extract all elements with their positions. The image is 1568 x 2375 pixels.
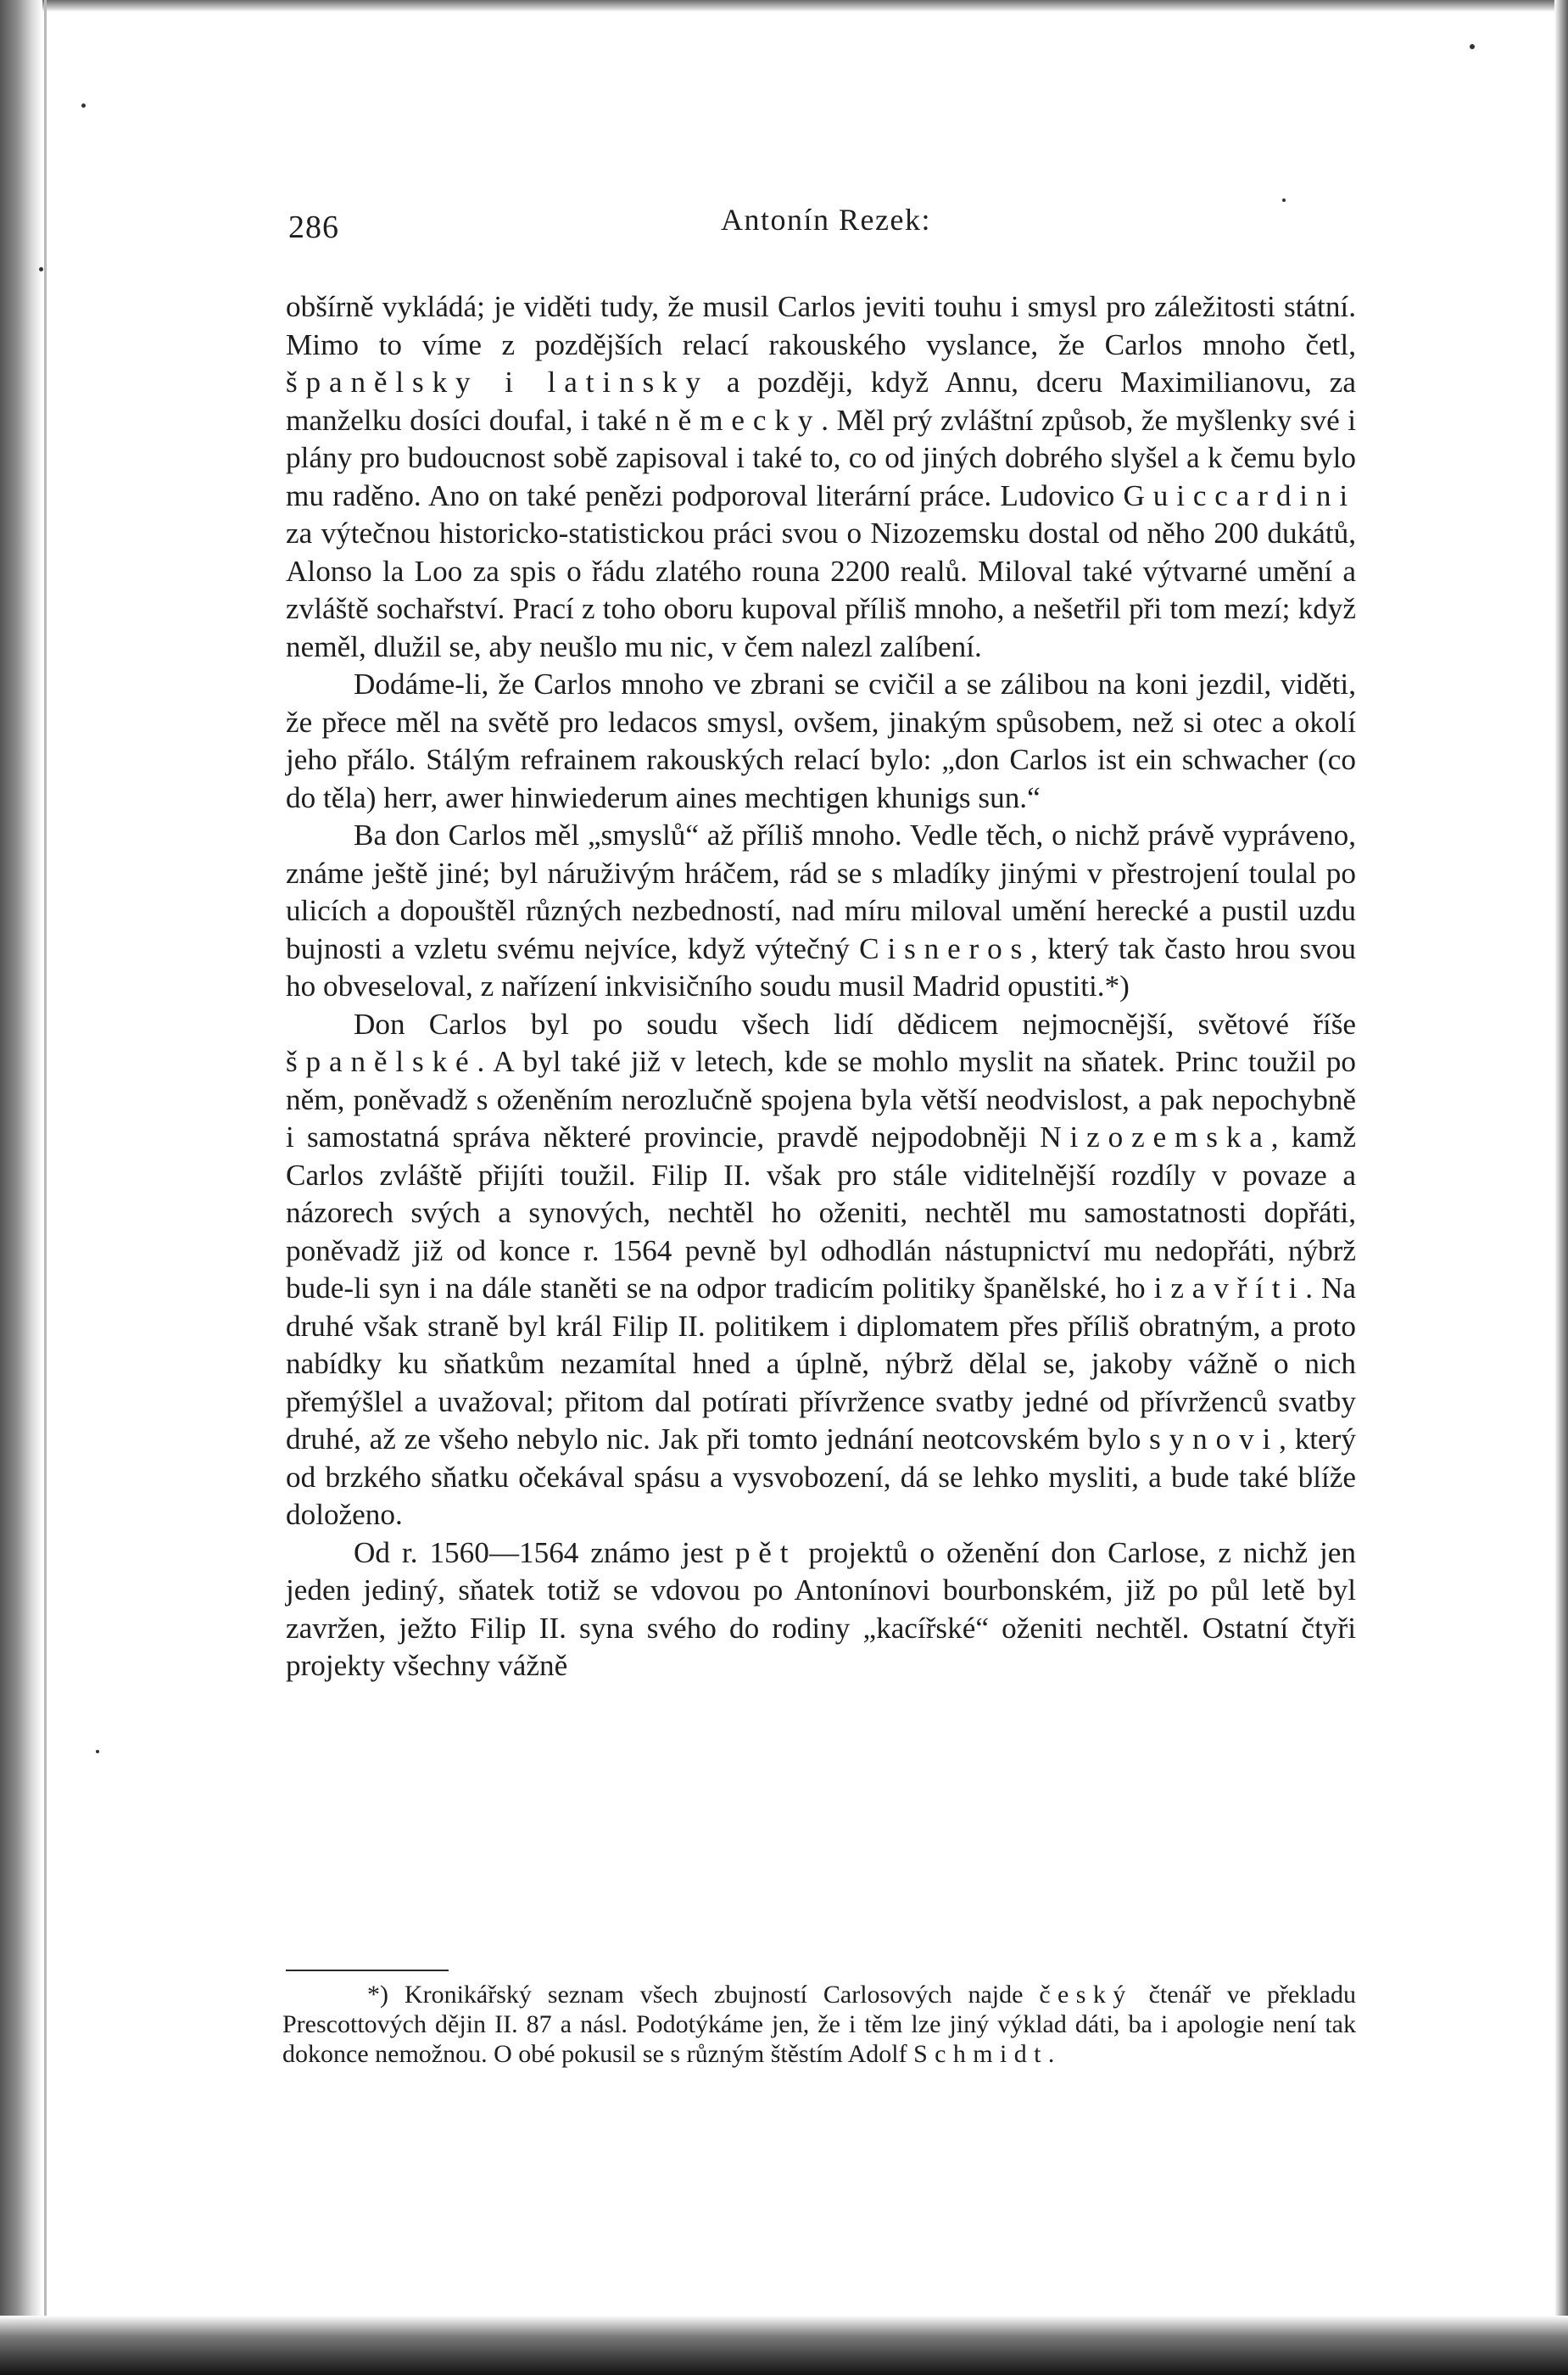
spaced-emphasis: španělské (286, 1045, 477, 1078)
spaced-emphasis: synovi (1149, 1422, 1280, 1456)
dust-speck (39, 267, 43, 271)
footnote-rule (286, 1970, 449, 1971)
running-head (288, 202, 1357, 253)
spaced-emphasis: Schmidt (913, 2040, 1048, 2068)
footnote: *) Kronikářský seznam všech zbujností Carlosových najde český čtenář ve překladu Prescottových dějin II. 87 a násl. Podotýkáme jen, že i těm lze jiný výklad dáti, ba i apologie není tak dokonce nemožnou. O obé pokusil se s různým štěstím Adolf Schmidt. (282, 1981, 1356, 2068)
paragraph: Od r. 1560—1564 známo jest pět projektů o oženění don Carlose, z nichž jen jeden jediný, sňatek totiž se vdovou po Antonínovi bourbonském, již po půl letě byl zavržen, ježto Filip II. syna svého do rodiny „kacířské“ oženiti nechtěl. Ostatní čtyři projekty všechny vážně (286, 1535, 1356, 1682)
dust-speck (1470, 44, 1475, 49)
running-head-author: Antonín Rezek: (721, 203, 931, 237)
dust-speck (81, 103, 86, 108)
spaced-emphasis: zavříti (1170, 1271, 1306, 1305)
spaced-emphasis: Nizozemska (1040, 1120, 1271, 1154)
scan-gutter-line (44, 0, 47, 2375)
scan-top-edge (0, 0, 1568, 12)
spaced-emphasis: německy (655, 403, 822, 437)
paragraph: obšírně vykládá; je viděti tudy, že musil Carlos jeviti touhu i smysl pro záležitosti státní. Mimo to víme z pozdějších relací rakouského vyslance, že Carlos mnoho četl, španělsky i latinsky a později, když Annu, dceru Maximilianovu, za manželku dosíci doufal, i také německy. Měl prý zvláštní způsob, že myšlenky své i plány pro budoucnost sobě zapisoval i také to, co od jiných dobrého slyšel a k čemu bylo mu raděno. Ano on také penězi podporoval literární práce. Ludovico Guiccardini za výtečnou historicko-statistickou práci svou o Nizozemsku dostal od něho 200 dukátů, Alonso la Loo za spis o řádu zlatého rouna 2200 realů. Miloval také výtvarné umění a zvláště sochařství. Prací z toho oboru kupoval příliš mnoho, a nešetřil při tom mezí; když neměl, dlužil se, aby neušlo mu nic, v čem nalezl zalíbení. (286, 290, 1357, 663)
scan-left-shadow (0, 0, 42, 2375)
spaced-emphasis: pět (734, 1535, 797, 1569)
scan-right-edge (1554, 0, 1568, 2375)
body-text (286, 288, 1356, 1685)
spaced-emphasis: Guiccardini (1123, 478, 1356, 512)
scan-bottom-edge (0, 2316, 1568, 2375)
spaced-emphasis: český (1039, 1981, 1133, 2009)
spaced-emphasis: Cisneros (859, 931, 1031, 965)
paragraph: Ba don Carlos měl „smyslů“ až příliš mnoho. Vedle těch, o nichž právě vypráveno, známe ještě jiné; byl náruživým hráčem, rád se s mladíky jinými v přestrojení toulal po ulicích a dopouštěl různých nezbedností, nad míru miloval umění herecké a pustil uzdu bujnosti a vzletu svému nejvíce, když výtečný Cisneros, který tak často hrou svou ho obveseloval, z nařízení inkvisičního soudu musil Madrid opustiti.*) (286, 819, 1356, 1003)
dust-speck (96, 1750, 99, 1753)
page-number: 286 (288, 210, 339, 245)
paragraph: Dodáme-li, že Carlos mnoho ve zbrani se cvičil a se zálibou na koni jezdil, viděti, že přece měl na světě pro ledacos smysl, ovšem, jinakým spůsobem, než si otec a okolí jeho přálo. Stálým refrainem rakouských relací bylo: „don Carlos ist ein schwacher (co do těla) herr, awer hinwiederum aines mechtigen khunigs sun.“ (286, 668, 1356, 814)
paragraph: Don Carlos byl po soudu všech lidí dědicem nejmocnější, světové říše španělské. A byl také již v letech, kde se mohlo myslit na sňatek. Princ toužil po něm, poněvadž s oženěním nerozlučně spojena byla větší neodvislost, a pak nepochybně i samostatná správa některé provincie, pravdě nejpodobněji Nizozemska, kamž Carlos zvláště přijíti toužil. Filip II. však pro stále viditelnější rozdíly v povaze a názorech svých a synových, nechtěl ho oženiti, nechtěl mu samostatnosti dopřáti, poněvadž již od konce r. 1564 pevně byl odhodlán nástupnictví mu nedopřáti, nýbrž bude-li syn i na dále staněti se na odpor tradicím politiky španělské, ho i zavříti. Na druhé však straně byl král Filip II. politikem i diplomatem přes příliš obratným, a proto nabídky ku sňatkům nezamítal hned a úplně, nýbrž dělal se, jakoby vážně o nich přemýšlel a uvažoval; přitom dal potírati přívržence svatby jedné od přívrženců svatby druhé, až ze všeho nebylo nic. Jak při tomto jednání neotcovském bylo synovi, který od brzkého sňatku očekával spásu a vysvobození, dá se lehko mysliti, a bude také blíže doloženo. (286, 1007, 1356, 1531)
spaced-emphasis: španělsky i latinsky (286, 366, 709, 399)
